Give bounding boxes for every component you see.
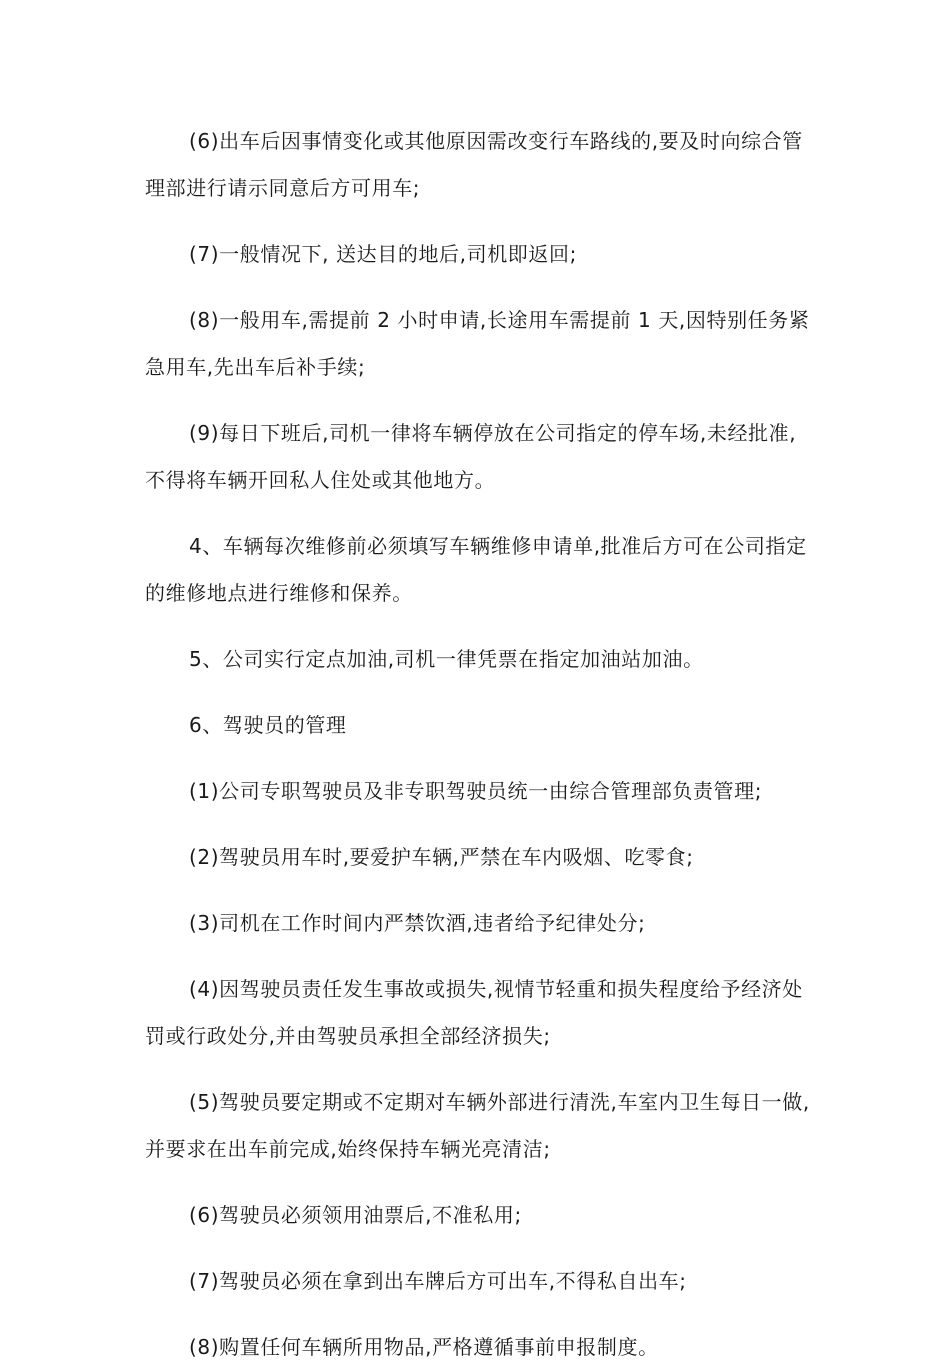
paragraph: (9)每日下班后,司机一律将车辆停放在公司指定的停车场,未经批准,不得将车辆开回私人住处或其他地方。 [145,421,797,492]
paragraph: (7)一般情况下, 送达目的地后,司机即返回; [189,242,577,266]
paragraph: 4、车辆每次维修前必须填写车辆维修申请单,批准后方可在公司指定的维修地点进行维修和保养。 [145,534,807,605]
paragraph: (3)司机在工作时间内严禁饮酒,违者给予纪律处分; [189,911,646,935]
paragraph: 5、公司实行定点加油,司机一律凭票在指定加油站加油。 [189,647,704,671]
paragraph: (7)驾驶员必须在拿到出车牌后方可出车,不得私自出车; [189,1269,687,1293]
section-heading: 6、驾驶员的管理 [189,713,347,737]
paragraph: (4)因驾驶员责任发生事故或损失,视情节轻重和损失程度给予经济处罚或行政处分,并由驾驶员承担全部经济损失; [145,977,803,1048]
paragraph: (8)购置任何车辆所用物品,严格遵循事前申报制度。 [189,1335,659,1359]
paragraph: (6)出车后因事情变化或其他原因需改变行车路线的,要及时向综合管理部进行请示同意后方可用车; [145,129,803,200]
paragraph: (8)一般用车,需提前 2 小时申请,长途用车需提前 1 天,因特别任务紧急用车,先出车后补手续; [145,308,810,379]
document-body [145,118,810,1371]
paragraph: (1)公司专职驾驶员及非专职驾驶员统一由综合管理部负责管理; [189,779,763,803]
paragraph: (5)驾驶员要定期或不定期对车辆外部进行清洗,车室内卫生每日一做,并要求在出车前完成,始终保持车辆光亮清洁; [145,1090,810,1161]
paragraph: (2)驾驶员用车时,要爱护车辆,严禁在车内吸烟、吃零食; [189,845,694,869]
paragraph: (6)驾驶员必须领用油票后,不准私用; [189,1203,522,1227]
